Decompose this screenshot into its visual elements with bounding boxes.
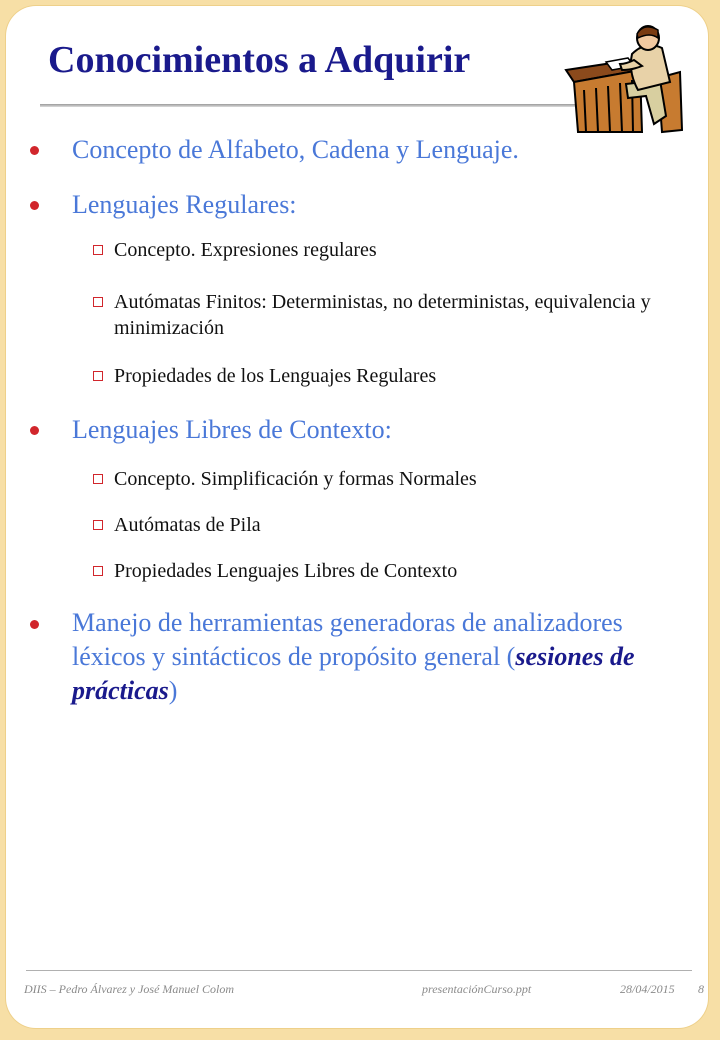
subbullet-finite-automata [114,289,684,341]
bullet-list [6,6,708,1028]
subbullet-box [93,566,103,576]
footer-page-number: 8 [698,982,704,996]
slide [6,6,708,1028]
subbullet-text: Concepto. Simplificación y formas Normales [114,468,477,490]
subbullet-normal-forms [114,466,684,492]
bullet-text: Manejo de herramientas generadoras de analizadores léxicos y sintácticos de propósito general ( [72,608,623,671]
footer-divider [26,970,692,971]
subbullet-text: Autómatas de Pila [114,514,261,536]
bullet-text: Lenguajes Libres de Contexto: [72,415,392,444]
subbullet-box [93,474,103,484]
bullet-dot [30,201,39,210]
bullet-dot [30,146,39,155]
bullet-text: Concepto de Alfabeto, Cadena y Lenguaje. [72,135,519,164]
subbullet-box [93,520,103,530]
subbullet-pushdown-automata [114,512,684,538]
subbullet-regular-properties [114,363,684,389]
subbullet-box [93,297,103,307]
footer-authors: DIIS – Pedro Álvarez y José Manuel Colom [24,982,235,996]
footer-filename: presentaciónCurso.ppt [422,982,532,996]
subbullet-text: Autómatas Finitos: Deterministas, no deterministas, equivalencia y minimización [114,291,651,339]
bullet-alphabet [72,132,672,168]
bullet-dot [30,620,39,629]
bullet-text-end: ) [168,676,178,705]
bullet-text: Lenguajes Regulares: [72,190,297,219]
subbullet-text: Propiedades Lenguajes Libres de Contexto [114,560,458,582]
subbullet-text: Propiedades de los Lenguajes Regulares [114,365,437,387]
bullet-context-free [72,412,672,448]
bullet-tools [72,606,672,708]
subbullet-box [93,245,103,255]
slide-title: Conocimientos a Adquirir [48,39,471,81]
bullet-emphasis: sesiones de prácticas [72,642,635,705]
bullet-regular-languages [72,187,672,223]
subbullet-text: Concepto. Expresiones regulares [114,239,377,261]
subbullet-context-free-properties [114,558,684,584]
footer-date: 28/04/2015 [620,982,675,996]
bullet-dot [30,426,39,435]
subbullet-regex [114,237,684,263]
subbullet-box [93,371,103,381]
